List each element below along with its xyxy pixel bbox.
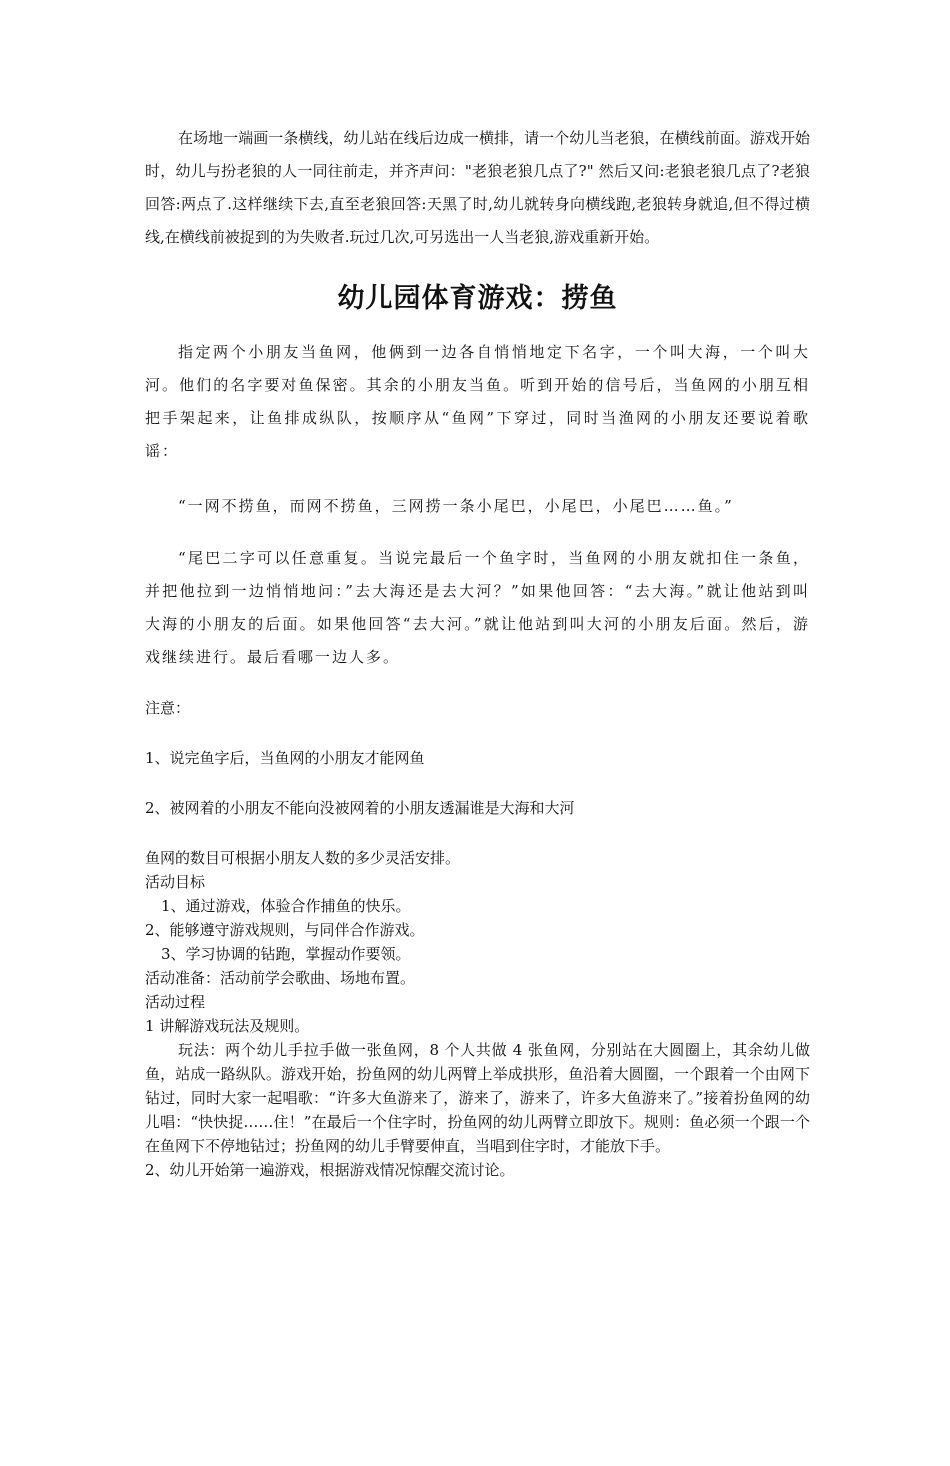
process-step-1: 1 讲解游戏玩法及规则。 — [145, 1017, 310, 1035]
net-count-note: 鱼网的数目可根据小朋友人数的多少灵活安排。 — [145, 849, 461, 867]
paragraph-fishing-intro: 指定两个小朋友当鱼网，他俩到一边各自悄悄地定下名字，一个叫大海，一个叫大河。他们的名字要对鱼保密。其余的小朋友当鱼。听到开始的信号后，当鱼网的小朋互相把手架起来，让鱼排成纵队，按顺序从“鱼网”下穿过，同时当渔网的小朋友还要说着歌谣： — [145, 343, 810, 460]
document-page — [0, 122, 950, 1466]
preparation: 活动准备：活动前学会歌曲、场地布置。 — [145, 969, 416, 987]
note-item-2: 2、被网着的小朋友不能向没被网着的小朋友透漏谁是大海和大河 — [145, 799, 575, 817]
goal-item-3: 3、学习协调的钻跑，掌握动作要领。 — [161, 945, 411, 963]
goal-heading: 活动目标 — [145, 873, 206, 891]
section-title: 幼儿园体育游戏：捞鱼 — [337, 283, 618, 314]
process-heading: 活动过程 — [145, 993, 206, 1011]
gameplay-paragraph: 玩法：两个幼儿手拉手做一张鱼网，8 个人共做 4 张鱼网，分别站在大圆圈上，其余幼儿做鱼，站成一路纵队。游戏开始，扮鱼网的幼儿两臂上举成拱形，鱼沿着大圆圈，一个跟着一个由网下钻过，同时大家一起唱歌：“许多大鱼游来了，游来了，游来了，许多大鱼游来了。”接着扮鱼网的幼儿唱：“快快捉……住！”在最后一个住字时，扮鱼网的幼儿两臂立即放下。规则：鱼必须一个跟一个在鱼网下不停地钻过；扮鱼网的幼儿手臂要伸直，当唱到住字时，才能放下手。 — [145, 1041, 810, 1155]
paragraph-fishing-rules: “尾巴二字可以任意重复。当说完最后一个鱼字时，当鱼网的小朋友就扣住一条鱼，并把他拉到一边悄悄地问：”去大海还是去大河？”如果他回答：“去大海。”就让他站到叫大海的小朋友的后面。如果他回答“去大河。”就让他站到叫大河的小朋友后面。然后，游戏继续进行。最后看哪一边人多。 — [145, 549, 810, 666]
activity-plan — [145, 846, 810, 1182]
goal-item-1: 1、通过游戏，体验合作捕鱼的快乐。 — [161, 897, 411, 915]
process-step-2: 2、幼儿开始第一遍游戏，根据游戏情况惊醒交流讨论。 — [145, 1161, 515, 1179]
note-item-1: 1、说完鱼字后，当鱼网的小朋友才能网鱼 — [145, 749, 425, 767]
paragraph-old-wolf-game: 在场地一端画一条横线，幼儿站在线后边成一横排，请一个幼儿当老狼，在横线前面。游戏开始时，幼儿与扮老狼的人一同往前走，并齐声问："老狼老狼几点了?" 然后又问:老狼老狼几点了?老狼回答:两点了.这样继续下去,直至老狼回答:天黑了时,幼儿就转身向横线跑,老狼转身就追,但不得过横线,在横线前被捉到的为失败者.玩过几次,可另选出一人当老狼,游戏重新开始。 — [145, 129, 810, 246]
goal-item-2: 2、能够遵守游戏规则，与同伴合作游戏。 — [145, 921, 425, 939]
paragraph-chant: “一网不捞鱼，而网不捞鱼，三网捞一条小尾巴，小尾巴，小尾巴……鱼。” — [178, 497, 734, 515]
note-heading: 注意： — [145, 699, 191, 717]
